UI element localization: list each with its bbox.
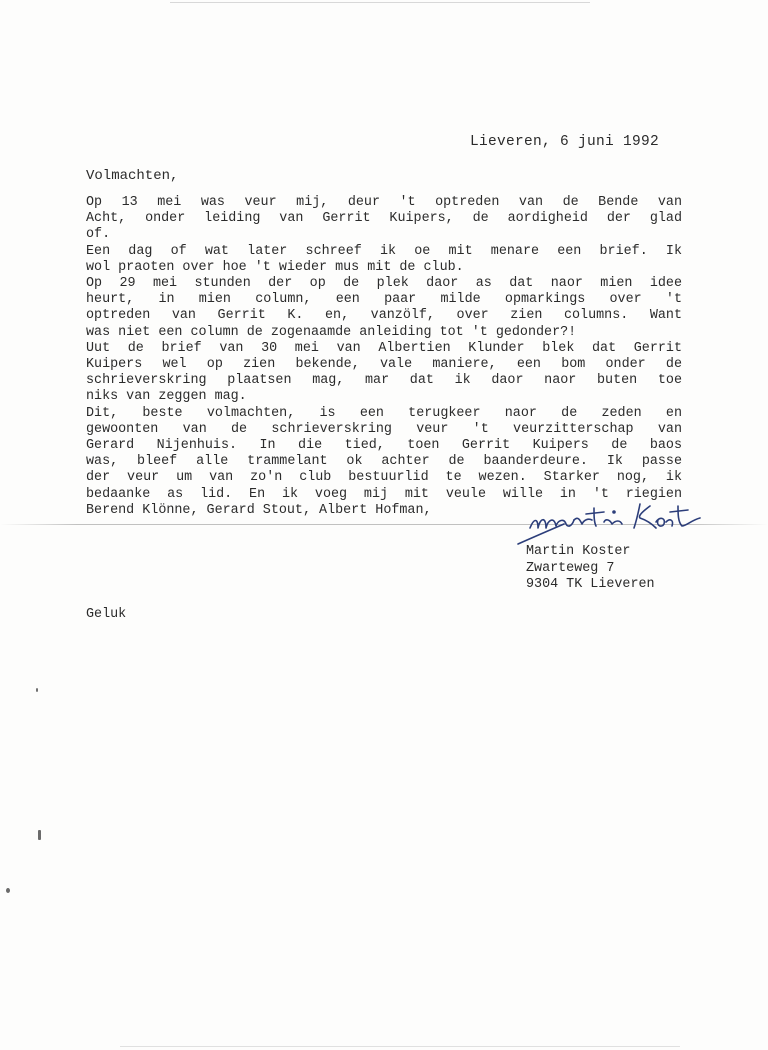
sender-street: Zwarteweg 7 <box>526 560 615 576</box>
body-line: was, bleef alle trammelant ok achter de baanderdeure. Ik passe <box>86 454 682 470</box>
body-line: der veur um van zo'n club bestuurlid te wezen. Starker nog, ik <box>86 470 682 486</box>
body-line: Acht, onder leiding van Gerrit Kuipers, de aordigheid der glad <box>86 211 682 227</box>
body-line: bedaanke as lid. En ik voeg mij mit veule wille in 't riegien <box>86 486 682 502</box>
body-line: gewoonten van de schrieverskring veur 't veurzitterschap van <box>86 421 682 437</box>
body-line: Op 29 mei stunden der op de plek daor as dat naor mien idee <box>86 276 682 292</box>
sender-name: Martin Koster <box>526 544 631 559</box>
letter-body <box>86 195 682 519</box>
body-line: Berend Klönne, Gerard Stout, Albert Hofman, <box>86 502 432 518</box>
body-line: niks van zeggen mag. <box>86 389 247 405</box>
sender-address <box>526 544 655 594</box>
body-line: Op 13 mei was veur mij, deur 't optreden van de Bende van <box>86 195 682 210</box>
handwritten-signature <box>516 498 706 548</box>
scan-bottom-edge <box>120 1046 680 1047</box>
salutation: Volmachten, <box>86 168 179 184</box>
scan-speck <box>36 688 38 692</box>
sender-city: 9304 TK Lieveren <box>526 577 655 593</box>
body-line: Gerard Nijenhuis. In die tied, toen Gerrit Kuipers de baos <box>86 438 682 454</box>
body-line: Een dag of wat later schreef ik oe mit menare een brief. Ik <box>86 243 682 259</box>
body-line: Kuipers wel op zien bekende, vale maniere, een bom onder de <box>86 357 682 373</box>
body-line: Dit, beste volmachten, is een terugkeer naor de zeden en <box>86 405 682 421</box>
body-line: was niet een column de zogenaamde anleiding tot 't gedonder?! <box>86 324 577 340</box>
body-line: schrieverskring plaatsen mag, mar dat ik daor naor buten toe <box>86 373 682 389</box>
closing: Geluk <box>86 607 127 622</box>
scan-top-edge <box>170 2 590 3</box>
scan-speck <box>6 888 10 893</box>
body-line: heurt, in mien column, een paar milde opmarkings over 't <box>86 292 682 308</box>
body-line: Uut de brief van 30 mei van Albertien Klunder blek dat Gerrit <box>86 340 682 356</box>
body-line: optreden van Gerrit K. en, vanzölf, over zien columns. Want <box>86 308 682 324</box>
scan-speck <box>38 830 41 840</box>
letter-date: Lieveren, 6 juni 1992 <box>470 134 660 150</box>
body-line: wol praoten over hoe 't wieder mus mit de club. <box>86 259 464 275</box>
body-line: of. <box>86 227 111 243</box>
